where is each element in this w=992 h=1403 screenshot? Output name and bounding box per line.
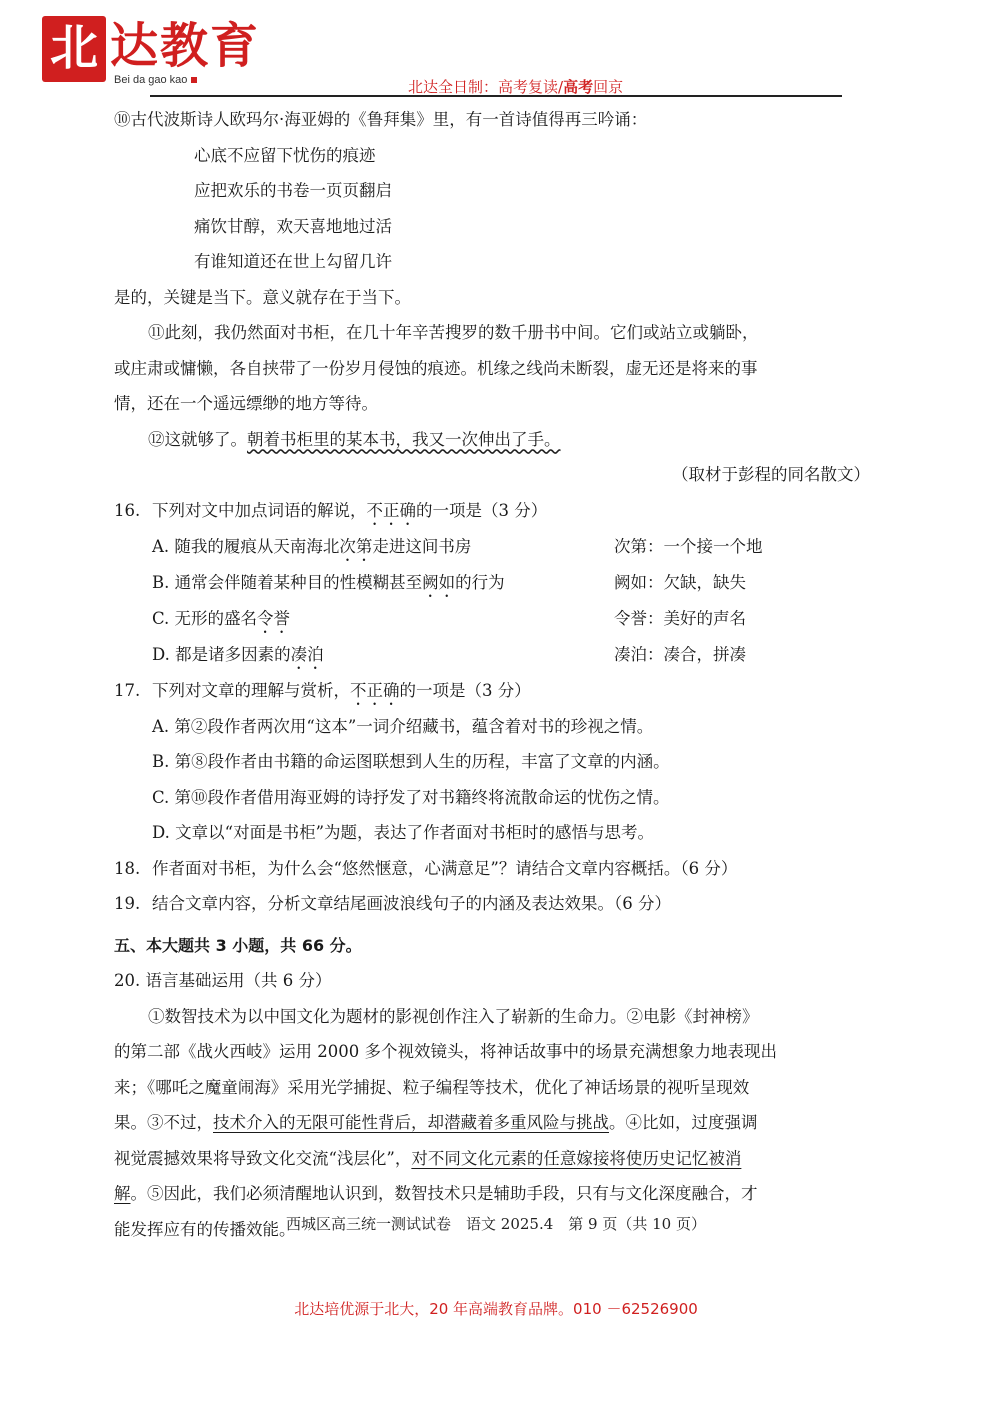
q20-passage-line: 解。⑤因此，我们必须清醒地认识到，数智技术只是辅助手段，只有与文化深度融合，才 — [114, 1184, 758, 1203]
q20-passage-line: ①数智技术为以中国文化为题材的影视创作注入了崭新的生命力。②电影《封神榜》 — [148, 1006, 759, 1026]
option-16d: D. 都是诸多因素的凑泊 凑泊：凑合，拼凑 — [114, 637, 870, 673]
question-stem: 结合文章内容，分析文章结尾画波浪线句子的内涵及表达效果。（6 分） — [152, 894, 671, 913]
paragraph-11-line: ⑪此刻，我仍然面对书柜，在几十年辛苦搜罗的数千册书中间。它们或站立或躺卧， — [148, 323, 759, 342]
q20-passage-line: 能发挥应有的传播效能。 — [114, 1219, 296, 1239]
logo-subtitle: Bei da gao kao — [114, 74, 197, 86]
underlined-sentence: 技术介入的无限可能性背后，却潜藏着多重风险与挑战 — [213, 1113, 609, 1132]
option-16a: A. 随我的履痕从天南海北次第走进这间书房 次第：一个接一个地 — [114, 529, 870, 565]
page-content — [114, 102, 870, 1247]
question-number: 18. — [114, 858, 141, 878]
option-gloss: 阙如：欠缺，缺失 — [614, 572, 746, 592]
underlined-sentence: 解 — [114, 1184, 131, 1203]
paragraph-11-line: 情，还在一个遥远缥缈的地方等待。 — [114, 394, 378, 413]
section-heading: 五、本大题共 3 小题，共 66 分。 — [114, 935, 362, 955]
question-number: 17. — [114, 680, 141, 700]
source-note: （取材于彭程的同名散文） — [672, 465, 870, 484]
logo-dot — [191, 77, 197, 83]
question-number: 16. — [114, 500, 141, 520]
brand-line: 北达培优源于北大，20 年高端教育品牌。010 －62526900 — [294, 1300, 698, 1318]
q20-passage-line: 的第二部《战火西岐》运用 2000 多个视效镜头，将神话故事中的场景充满想象力地表现出 — [114, 1042, 777, 1061]
paragraph-10-after: 是的，关键是当下。意义就存在于当下。 — [114, 287, 411, 307]
paragraph-12: ⑫这就够了。朝着书柜里的某本书，我又一次伸出了手。 — [148, 429, 561, 449]
poem-line: 应把欢乐的书卷一页页翻启 — [194, 181, 392, 200]
question-number: 19. — [114, 894, 141, 913]
poem-line: 痛饮甘醇，欢天喜地地过活 — [194, 216, 392, 236]
option-16b: B. 通常会伴随着某种目的性模糊甚至阙如的行为 阙如：欠缺，缺失 — [114, 565, 870, 601]
poem-line: 有谁知道还在世上勾留几许 — [194, 252, 392, 271]
question-stem: 下列对文中加点词语的解说，不正确的一项是（3 分） — [152, 500, 548, 520]
logo-text: 达教育 — [110, 18, 261, 74]
header-rule — [150, 95, 842, 97]
option-gloss: 次第：一个接一个地 — [614, 536, 763, 556]
option-17d: D. 文章以“对面是书柜”为题，表达了作者面对书柜时的感悟与思考。 — [152, 823, 655, 842]
question-stem: 作者面对书柜，为什么会“悠然惬意，心满意足”？请结合文章内容概括。（6 分） — [152, 858, 738, 878]
underlined-sentence: 对不同文化元素的任意嫁接将使历史记忆被消 — [411, 1148, 742, 1168]
paragraph-10-intro: ⑩古代波斯诗人欧玛尔·海亚姆的《鲁拜集》里，有一首诗值得再三吟诵： — [114, 110, 648, 129]
poem-line: 心底不应留下忧伤的痕迹 — [194, 145, 376, 165]
q20-passage-line: 来；《哪吒之魔童闹海》采用光学捕捉、粒子编程等技术，优化了神话场景的视听呈现效 — [114, 1077, 750, 1097]
question-18 — [114, 851, 870, 887]
logo-mark: 北 — [42, 16, 106, 82]
paragraph-11-line: 或庄肃或慵懒，各自挟带了一份岁月侵蚀的痕迹。机缘之线尚未断裂，虚无还是将来的事 — [114, 358, 758, 378]
option-gloss: 令誉：美好的声名 — [614, 608, 746, 628]
header-slogan: 北达全日制：高考复读/高考回京 — [408, 78, 624, 96]
question-19 — [114, 886, 870, 922]
question-17 — [114, 673, 870, 709]
question-16 — [114, 493, 870, 529]
option-17b: B. 第⑧段作者由书籍的命运图联想到人生的历程，丰富了文章的内涵。 — [152, 752, 670, 771]
option-16c: C. 无形的盛名令誉 令誉：美好的声名 — [114, 601, 870, 637]
question-20-title: 20. 语言基础运用（共 6 分） — [114, 971, 332, 990]
question-stem: 下列对文章的理解与赏析，不正确的一项是（3 分） — [152, 680, 531, 700]
q20-passage-line: 视觉震撼效果将导致文化交流“浅层化”，对不同文化元素的任意嫁接将使历史记忆被消 — [114, 1148, 742, 1168]
wavy-underlined-sentence: 朝着书柜里的某本书，我又一次伸出了手。 — [247, 429, 561, 449]
page-footer: 西城区高三统一测试试卷 语文 2025.4 第 9 页（共 10 页） — [286, 1215, 706, 1233]
option-17a: A. 第②段作者两次用“这本”一词介绍藏书，蕴含着对书的珍视之情。 — [152, 716, 654, 736]
option-gloss: 凑泊：凑合，拼凑 — [614, 644, 746, 664]
option-17c: C. 第⑩段作者借用海亚姆的诗抒发了对书籍终将流散命运的忧伤之情。 — [152, 787, 670, 807]
q20-passage-line: 果。③不过，技术介入的无限可能性背后，却潜藏着多重风险与挑战。④比如，过度强调 — [114, 1113, 758, 1132]
